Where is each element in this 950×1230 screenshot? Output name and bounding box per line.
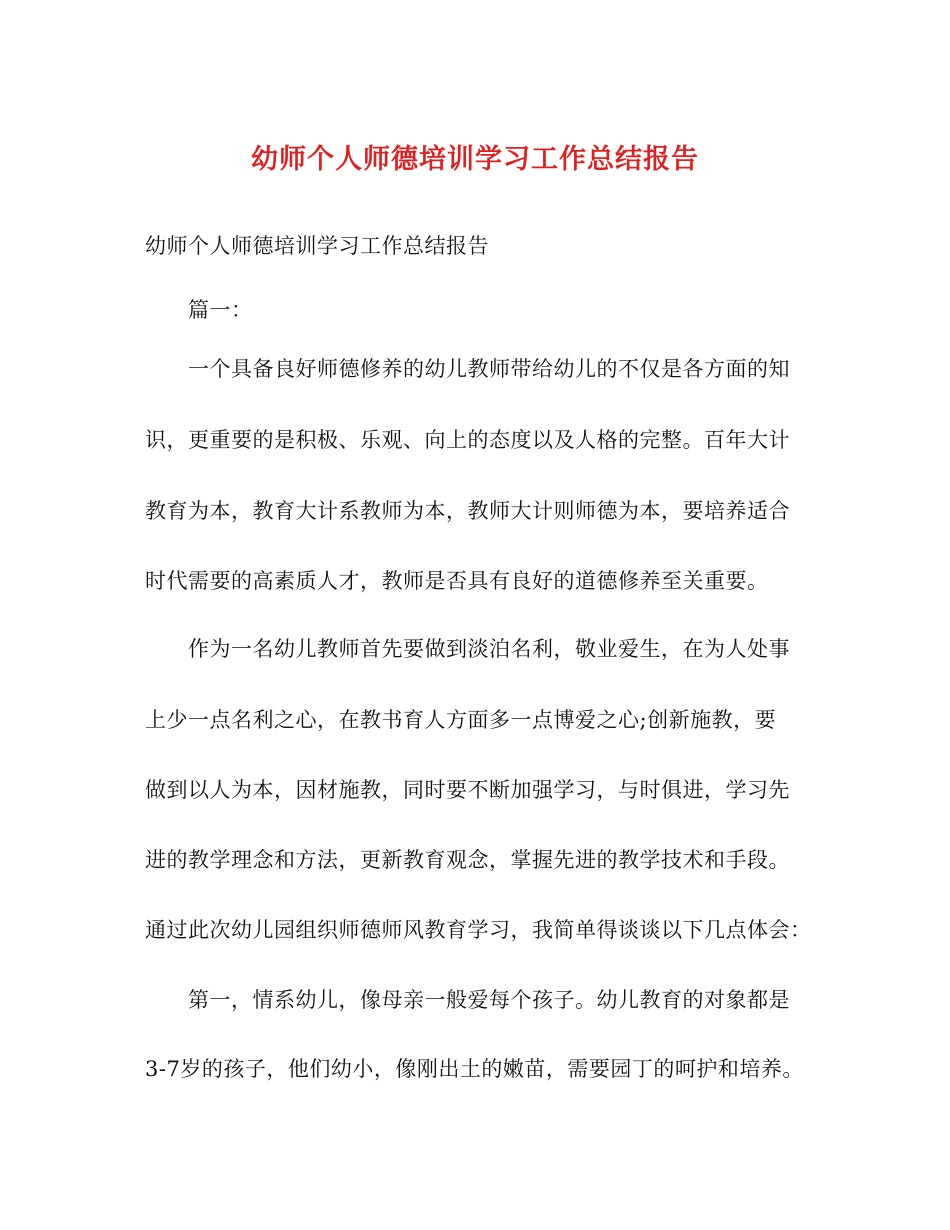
text-line: 3-7岁的孩子，他们幼小，像刚出土的嫩苗，需要园丁的呵护和培养。: [145, 1057, 804, 1081]
text-line: 一个具备良好师德修养的幼儿教师带给幼儿的不仅是各方面的知: [188, 357, 790, 381]
text-line: 上少一点名利之心，在教书育人方面多一点博爱之心;创新施教，要: [145, 708, 777, 732]
text-line: 第一，情系幼儿，像母亲一般爱每个孩子。幼儿教育的对象都是: [188, 988, 790, 1012]
text-line: 篇一：: [188, 298, 253, 322]
text-line: 进的教学理念和方法，更新教育观念，掌握先进的教学技术和手段。: [145, 848, 790, 872]
text-line: 作为一名幼儿教师首先要做到淡泊名利，敬业爱生，在为人处事: [188, 637, 790, 661]
text-line: 通过此次幼儿园组织师德师风教育学习，我简单得谈谈以下几点体会：: [145, 918, 812, 942]
text-line: 教育为本，教育大计系教师为本，教师大计则师德为本，要培养适合: [145, 499, 790, 523]
text-line: 识，更重要的是积极、乐观、向上的态度以及人格的完整。百年大计: [145, 428, 790, 452]
text-line: 时代需要的高素质人才，教师是否具有良好的道德修养至关重要。: [145, 569, 769, 593]
text-line: 做到以人为本，因材施教，同时要不断加强学习，与时俱进，学习先: [145, 778, 790, 802]
document-title: 幼师个人师德培训学习工作总结报告: [251, 144, 699, 175]
text-line: 幼师个人师德培训学习工作总结报告: [145, 234, 489, 258]
